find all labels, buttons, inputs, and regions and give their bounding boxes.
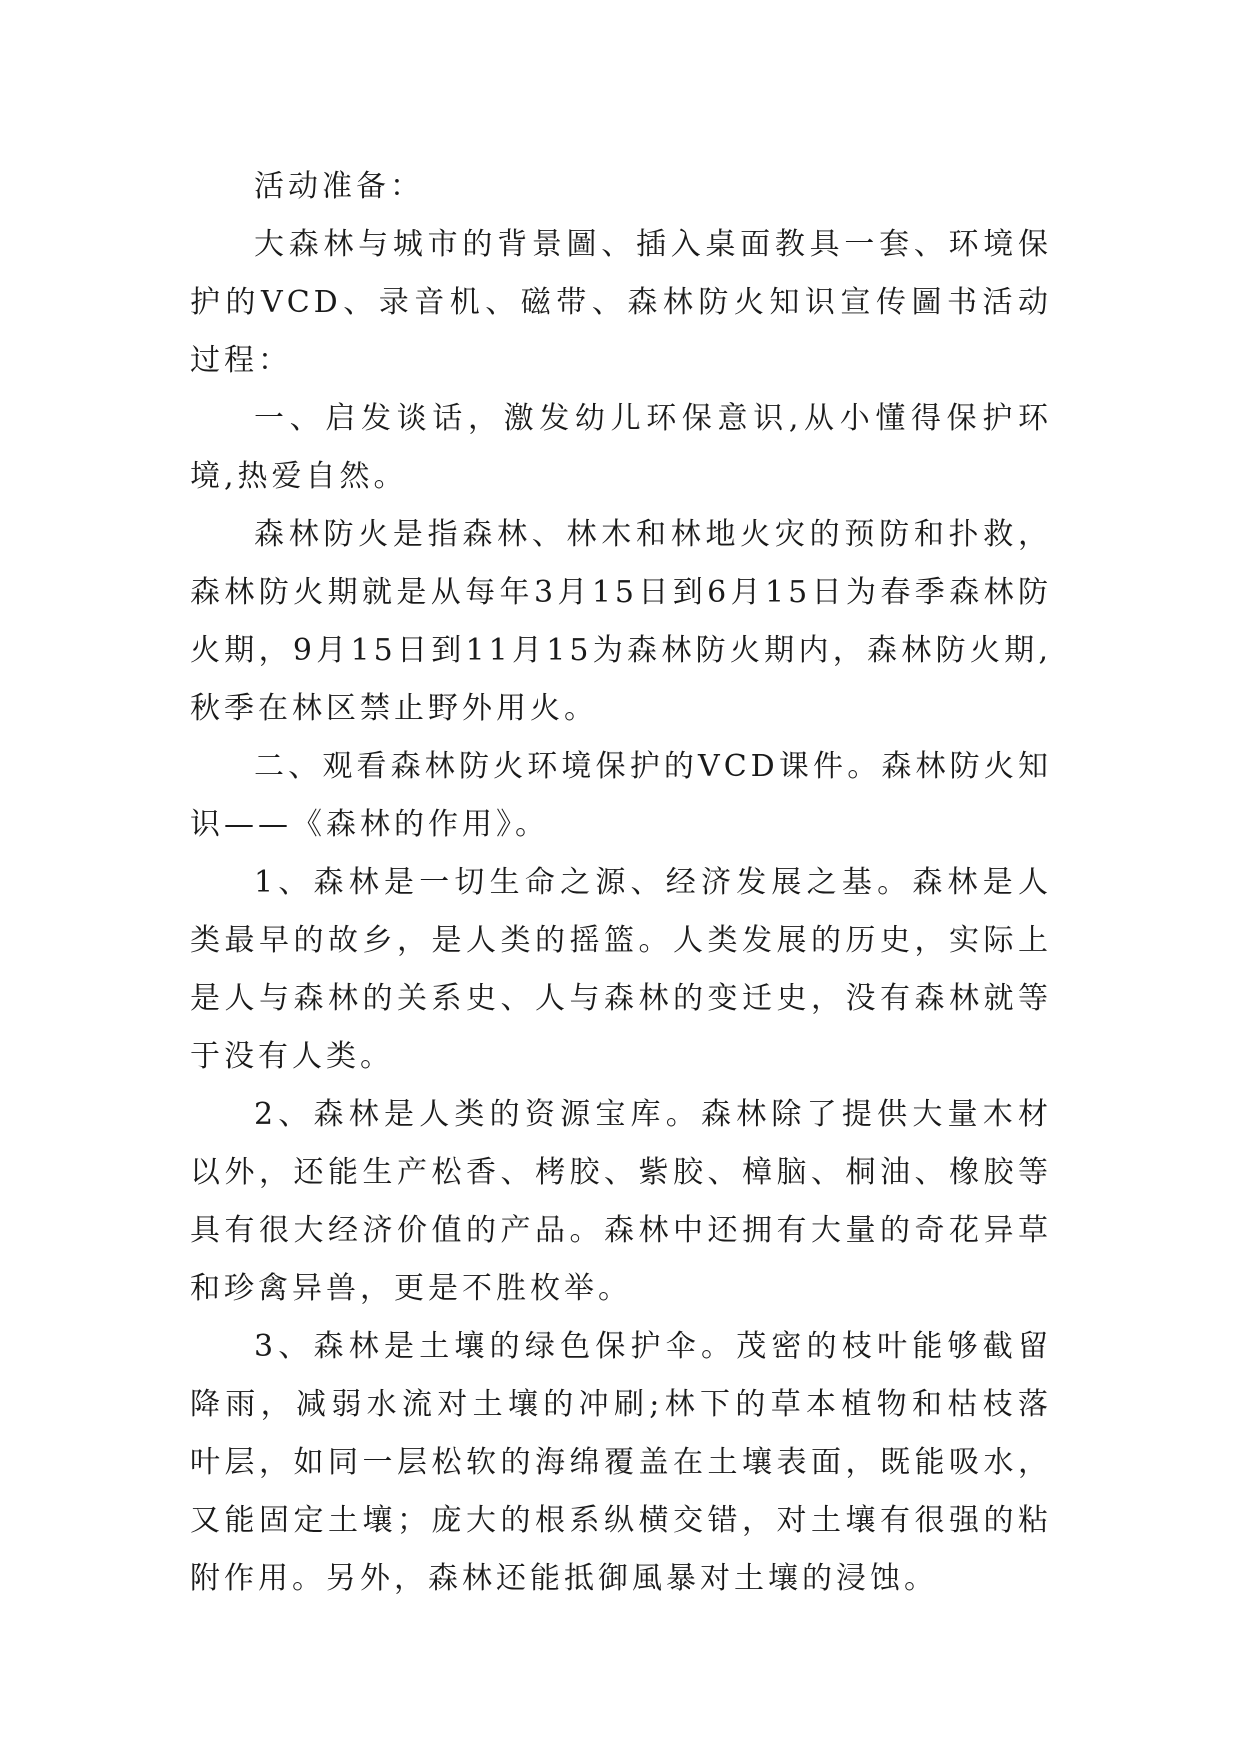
- paragraph-step-one: 一、启发谈话，激发幼儿环保意识,从小懂得保护环境,热爱自然。: [190, 401, 1052, 494]
- paragraph-materials: 大森林与城市的背景圖、插入桌面教具一套、环境保护的VCD、录音机、磁带、森林防火知识宣传圖书活动过程：: [190, 227, 1052, 378]
- paragraph-step-two: 二、观看森林防火环境保护的VCD课件。森林防火知识——《森林的作用》。: [190, 749, 1052, 842]
- paragraph-point-three: 3、森林是土壤的绿色保护伞。茂密的枝叶能够截留降雨，减弱水流对土壤的冲刷;林下的草本植物和枯枝落叶层，如同一层松软的海绵覆盖在土壤表面，既能吸水，又能固定土壤；庞大的根系纵横交错，对土壤有很强的粘附作用。另外，森林还能抵御風暴对土壤的浸蚀。: [190, 1329, 1052, 1596]
- paragraph-fire-prevention: 森林防火是指森林、林木和林地火灾的预防和扑救，森林防火期就是从每年3月15日到6月15日为春季森林防火期，9月15日到11月15为森林防火期内，森林防火期,秋季在林区禁止野外用火。: [190, 517, 1052, 726]
- paragraph-heading-preparation: 活动准备：: [254, 169, 424, 204]
- document-body: [190, 158, 1052, 1608]
- paragraph-point-two: 2、森林是人类的资源宝库。森林除了提供大量木材以外，还能生产松香、栲胶、紫胶、樟脑、桐油、橡胶等具有很大经济价值的产品。森林中还拥有大量的奇花异草和珍禽异兽，更是不胜枚举。: [190, 1097, 1052, 1306]
- paragraph-point-one: 1、森林是一切生命之源、经济发展之基。森林是人类最早的故乡，是人类的摇篮。人类发展的历史，实际上是人与森林的关系史、人与森林的变迁史，没有森林就等于没有人类。: [190, 865, 1052, 1074]
